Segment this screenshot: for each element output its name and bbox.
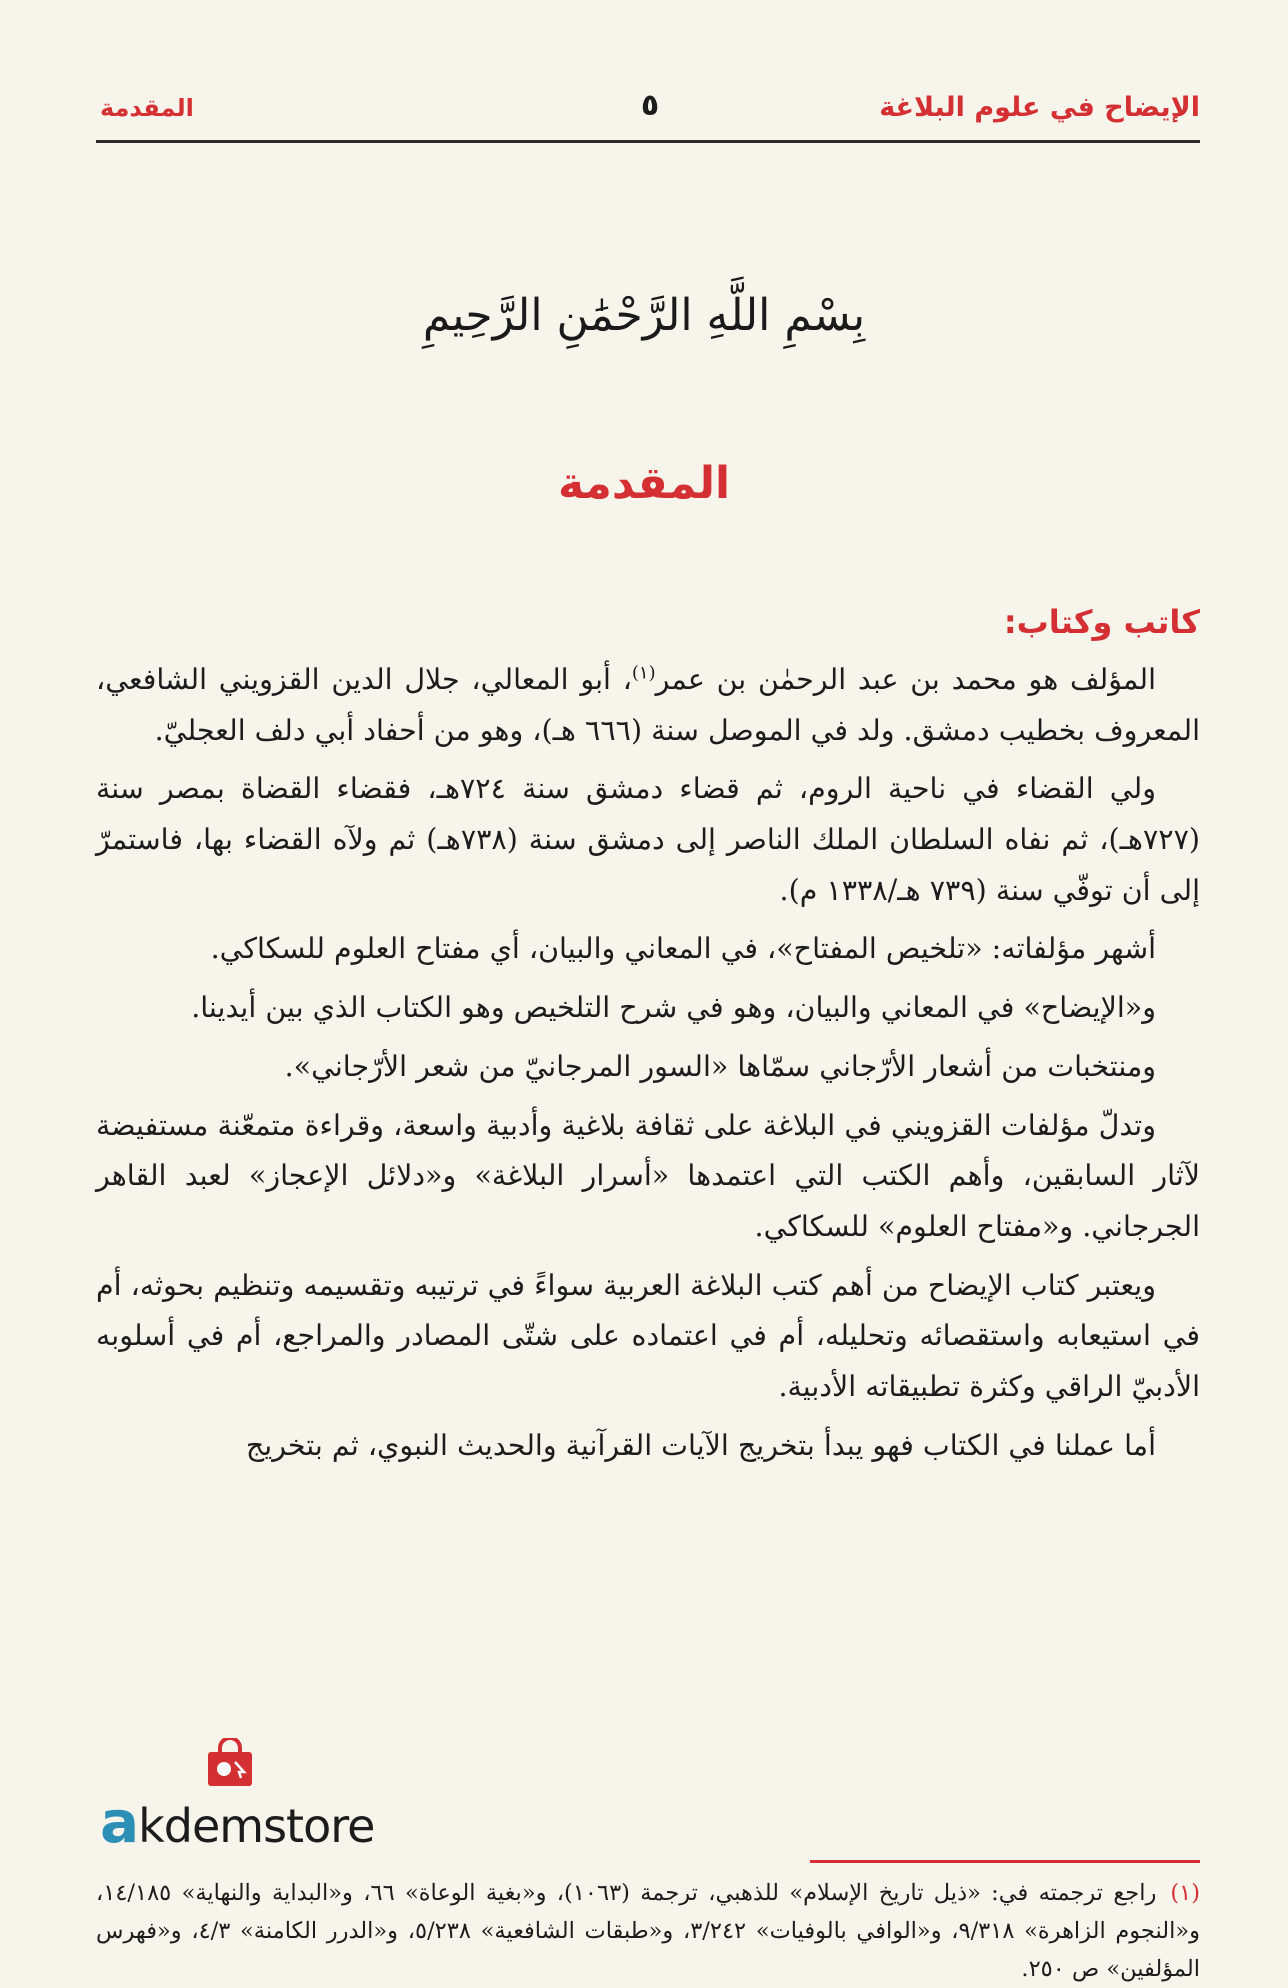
paragraph-1-start: المؤلف هو محمد بن عبد الرحمٰن بن عمر <box>655 662 1156 696</box>
footnote <box>96 1875 1200 1988</box>
shopping-bag-icon <box>204 1738 256 1788</box>
book-title: الإيضاح في علوم البلاغة <box>879 92 1200 123</box>
header-divider <box>96 140 1200 143</box>
paragraph-6: وتدلّ مؤلفات القزويني في البلاغة على ثقافة بلاغية وأدبية واسعة، وقراءة متمعّنة مستفيضة لآثار السابقين، وأهم الكتب التي اعتمدها «أسرار البلاغة» و«دلائل الإعجاز» لعبد القاهر الجرجاني. و«مفتاح العلوم» للسكاكي. <box>96 1108 1200 1243</box>
watermark-rest: kdemstore <box>138 1799 375 1853</box>
footnote-reference[interactable]: (١) <box>631 662 656 684</box>
body-text <box>96 600 1200 1480</box>
store-watermark <box>100 1738 380 1856</box>
paragraph-4: و«الإيضاح» في المعاني والبيان، وهو في شرح التلخيص وهو الكتاب الذي بين أيدينا. <box>191 991 1156 1025</box>
footnote-text: راجع ترجمته في: «ذيل تاريخ الإسلام» للذهبي، ترجمة (١٠٦٣)، و«بغية الوعاة» ٦٦، و«البداية والنهاية» ١٤/١٨٥، و«النجوم الزاهرة» ٩/٣١٨، و«الوافي بالوفيات» ٣/٢٤٢، و«طبقات الشافعية» ٥/٢٣٨، و«الدرر الكامنة» ٤/٣، و«فهرس المؤلفين» ص ٢٥٠. <box>96 1880 1200 1982</box>
chapter-heading: المقدمة <box>557 458 731 509</box>
running-section-title: المقدمة <box>100 94 194 122</box>
page-header <box>100 88 1200 128</box>
basmala: بِسْمِ اللَّهِ الرَّحْمَٰنِ الرَّحِيمِ <box>422 290 866 341</box>
paragraph-5: ومنتخبات من أشعار الأرّجاني سمّاها «السور المرجانيّ من شعر الأرّجاني». <box>284 1049 1156 1083</box>
paragraph-7: ويعتبر كتاب الإيضاح من أهم كتب البلاغة العربية سواءً في ترتيبه وتقسيمه وتنظيم بحوثه، أم في استيعابه واستقصائه وتحليله، أم في اعتماده على شتّى المصادر والمراجع، أم في أسلوبه الأدبيّ الراقي وكثرة تطبيقاته الأدبية. <box>96 1268 1200 1404</box>
watermark-first-letter: a <box>100 1788 139 1856</box>
footnote-marker: (١) <box>1170 1880 1200 1906</box>
watermark-wordmark <box>100 1788 374 1856</box>
paragraph-1-end: ، أبو المعالي، جلال الدين القزويني الشافعي، المعروف بخطيب دمشق. ولد في الموصل سنة (٦٦٦ هـ)، وهو من أحفاد أبي دلف العجليّ. <box>96 662 1200 747</box>
page-number: ٥ <box>640 88 660 123</box>
paragraph-2: ولي القضاء في ناحية الروم، ثم قضاء دمشق سنة ٧٢٤هـ، فقضاء القضاة بمصر سنة (٧٢٧هـ)، ثم نفاه السلطان الملك الناصر إلى دمشق سنة (٧٣٨هـ) ثم ولآه القضاء بها، فاستمرّ إلى أن توفّي سنة (٧٣٩ هـ/١٣٣٨ م). <box>96 772 1201 907</box>
paragraph-8: أما عملنا في الكتاب فهو يبدأ بتخريج الآيات القرآنية والحديث النبوي، ثم بتخريج <box>245 1428 1156 1462</box>
paragraph-1 <box>96 655 1200 756</box>
paragraph-3: أشهر مؤلفاته: «تلخيص المفتاح»، في المعاني والبيان، أي مفتاح العلوم للسكاكي. <box>210 932 1156 966</box>
section-title: كاتب وكتاب: <box>1003 603 1200 641</box>
footnote-divider <box>810 1860 1200 1863</box>
